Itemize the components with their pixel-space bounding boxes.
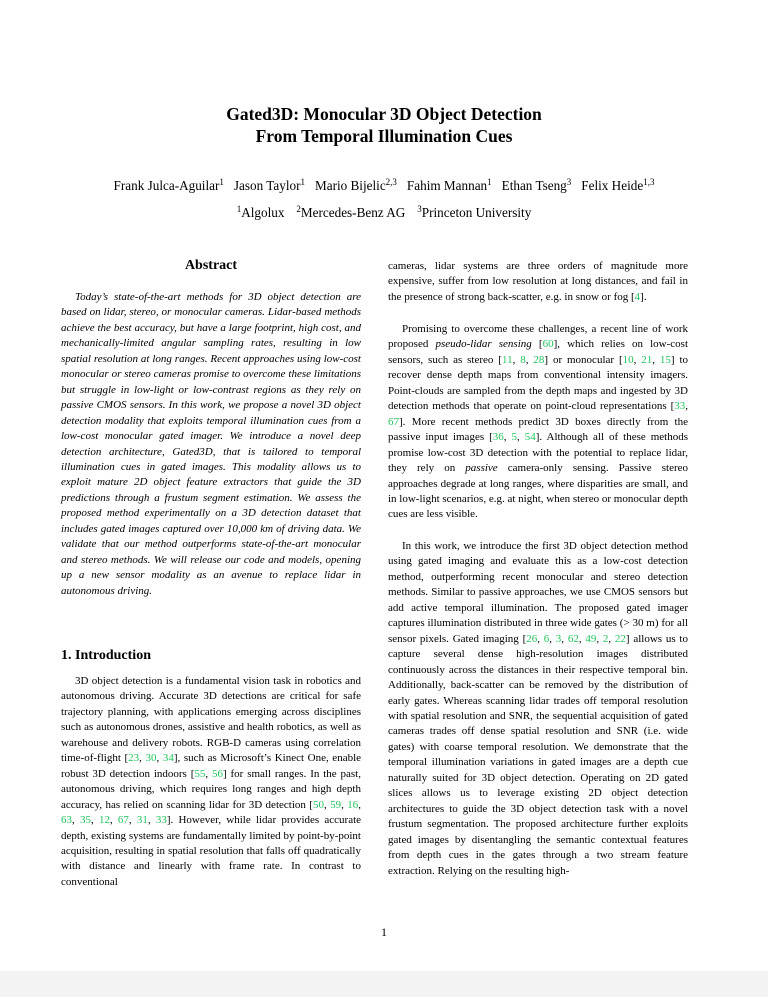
citation-link[interactable]: 15 — [659, 353, 671, 366]
citation-link[interactable]: 55 — [194, 767, 206, 780]
author — [581, 178, 654, 193]
citation-link[interactable]: 54 — [524, 431, 536, 444]
intro-paragraph-3: In this work, we introduce the first 3D object detection method using gated imaging and evaluate this as a low-cost detection method, outperforming recent monocular and stereo detection methods. Similar to passive approaches, we use CMOS sensors but add active temporal illumination. The proposed gated imager captures illumination distributed in three wide gates (> 30 m) for all sensor pixels. Gated imaging [26, 6, 3, 62, 49, 2, 22] allows us to capture several dense high-resolution images distributed continuously across the distances in their respective temporal bin. Additionally, back-scatter can be removed by the distribution of early gates. Whereas scanning lidar trades off temporal resolution with spatial resolution and SNR, the sequential acquisition of gated cameras trades off dense spatial resolution and SNR (i.e. wide gates) with coarse temporal resolution. We demonstrate that the temporal illumination variations in gated images are a depth cue naturally suited for 3D object detection. Operating on 2D gated slices allows us to leverage existing 2D object detection architectures to guide the 3D object detection task with a novel frustum segmentation. The proposed architecture further exploits gated images by disentangling the semantic contextual features from depth cues in the gates through a two stream feature extraction. Relying on the resulting high- — [388, 540, 688, 877]
author — [315, 178, 397, 193]
citation-link[interactable]: 31 — [136, 814, 148, 827]
affiliation-marker: 3 — [417, 204, 422, 214]
author-name: Jason Taylor — [233, 178, 301, 193]
citation-link[interactable]: 33 — [155, 814, 167, 827]
citation-link[interactable]: 33 — [674, 400, 686, 413]
author-list — [0, 177, 768, 195]
intro-paragraph-1: 3D object detection is a fundamental vision task in robotics and autonomous driving. Accurate 3D detections are critical for safe trajectory planning, with applications emerging across disciplines such as autonomous drones, assistive and health robotics, as well as warehouse and delivery robots. RGB-D cameras using correlation time-of-flight [23, 30, 34], such as Microsoft’s Kinect One, enable robust 3D detection indoors [55, 56] for small ranges. In the past, autonomous driving, which requires long ranges and high depth accuracy, has relied on scanning lidar for 3D detection [50, 59, 16, 63, 35, 12, 67, 31, 33]. However, while lidar provides accurate depth, existing systems are fundamentally limited by point-by-point acquisition, resulting in spatial resolution that falls off quadratically with distance and linearly with frame rate. In contrast to conventional — [61, 675, 362, 888]
citation-link[interactable]: 4 — [634, 290, 641, 303]
citation-link[interactable]: 28 — [533, 353, 545, 366]
author-name: Felix Heide — [581, 178, 644, 193]
author-affiliation-marker: 1,3 — [643, 177, 655, 187]
affiliation — [296, 205, 405, 220]
citation-link[interactable]: 2 — [602, 632, 609, 645]
citation-link[interactable]: 49 — [585, 632, 597, 645]
emphasized-term: pseudo-lidar sensing — [435, 338, 532, 351]
title-line-2: From Temporal Illumination Cues — [255, 126, 513, 146]
citation-link[interactable]: 34 — [162, 752, 174, 765]
citation-link[interactable]: 62 — [567, 632, 579, 645]
citation-link[interactable]: 3 — [555, 632, 562, 645]
citation-link[interactable]: 21 — [641, 353, 653, 366]
author-affiliation-marker: 3 — [566, 177, 572, 187]
citation-link[interactable]: 10 — [622, 353, 634, 366]
abstract-heading: Abstract — [184, 258, 238, 273]
citation-link[interactable]: 11 — [501, 353, 513, 366]
author — [407, 178, 492, 193]
emphasized-term: passive — [465, 462, 498, 475]
citation-link[interactable]: 50 — [312, 798, 324, 811]
paper-title — [0, 103, 768, 147]
affiliation-list — [0, 204, 768, 222]
author-affiliation-marker: 1 — [219, 177, 224, 187]
citation-link[interactable]: 30 — [145, 752, 157, 765]
citation-link[interactable]: 36 — [492, 431, 504, 444]
affiliation-name: Princeton University — [421, 205, 532, 220]
title-line-1: Gated3D: Monocular 3D Object Detection — [226, 104, 542, 124]
affiliation-name: Mercedes-Benz AG — [300, 205, 406, 220]
author-affiliation-marker: 1 — [300, 177, 305, 187]
citation-link[interactable]: 5 — [511, 431, 517, 444]
citation-link[interactable]: 6 — [543, 632, 550, 645]
intro-paragraph-2: Promising to overcome these challenges, a recent line of work proposed pseudo-lidar sensing [60], which relies on low-cost sensors, such as stereo [11, 8, 28] or monocular [10, 21, 15] to recover dense depth maps from conventional intensity imagers. Point-clouds are sampled from the depth maps and ingested by 3D detection methods that operate on point-cloud representations [33, 67]. More recent methods predict 3D boxes directly from the passive input images [36, 5, 54]. Although all of these methods promise low-cost 3D detection with the potential to replace lidar, they rely on passive camera-only sensing. Passive stereo approaches degrade at long ranges, where disparities are small, and in low-light scenarios, e.g. at night, when stereo or monocular depth cues are less visible. — [388, 323, 689, 521]
author-name: Fahim Mannan — [406, 178, 488, 193]
affiliation — [237, 205, 285, 220]
page-bottom-band — [0, 971, 768, 997]
citation-link[interactable]: 23 — [128, 752, 140, 765]
citation-link[interactable]: 60 — [542, 338, 554, 351]
citation-link[interactable]: 12 — [98, 814, 110, 827]
citation-link[interactable]: 67 — [388, 415, 399, 428]
citation-link[interactable]: 26 — [526, 632, 538, 645]
citation-link[interactable]: 63 — [61, 814, 72, 827]
author-name: Frank Julca-Aguilar — [113, 178, 220, 193]
affiliation-name: Algolux — [241, 205, 285, 220]
citation-link[interactable]: 16 — [347, 798, 359, 811]
citation-link[interactable]: 35 — [79, 814, 91, 827]
affiliation — [417, 205, 531, 220]
affiliation-marker: 1 — [236, 204, 242, 214]
author-affiliation-marker: 1 — [487, 177, 492, 187]
citation-link[interactable]: 59 — [330, 798, 342, 811]
author — [502, 178, 572, 193]
affiliation-marker: 2 — [296, 204, 301, 214]
citation-link[interactable]: 22 — [614, 632, 626, 645]
citation-link[interactable]: 56 — [211, 767, 223, 780]
abstract-text: Today’s state-of-the-art methods for 3D object detection are based on lidar, stereo, or monocular cameras. Lidar-based methods achieve the best accuracy, but have a large footprint, high cost, and mechanically-limited angular sampling rates, resulting in low spatial resolution at long ranges. Recent approaches using low-cost monocular or stereo cameras promise to overcome these limitations but struggle in low-light or low-contrast regions as they rely on passive CMOS sensors. In this work, we propose a novel 3D object detection modality that exploits temporal illumination cues from a low-cost monocular gated imager. We introduce a novel deep detection architecture, Gated3D, that is tailored to temporal illumination cues in gated images. This modality allows us to exploit mature 2D object feature extractors that guide the 3D predictions through a frustum segment estimation. We assess the proposed method experimentally on a 3D detection dataset that includes gated images captured over 10,000 km of driving data. We validate that our method outperforms state-of-the-art monocular and stereo methods. We will release our code and models, opening up a new sensor modality as an avenue to replace lidar in autonomous driving. — [61, 291, 361, 597]
introduction-heading: 1. Introduction — [61, 648, 151, 663]
author — [114, 178, 224, 193]
author-name: Mario Bijelic — [314, 178, 386, 193]
citation-link[interactable]: 8 — [520, 353, 526, 366]
citation-link[interactable]: 67 — [117, 814, 129, 827]
author — [234, 178, 305, 193]
intro-paragraph-1-continued: cameras, lidar systems are three orders of magnitude more expensive, suffer from low resolution at long distances, and fail in the presence of strong back-scatter, e.g. in snow or fog [4]. — [388, 260, 688, 303]
page-number: 1 — [381, 925, 387, 939]
author-affiliation-marker: 2,3 — [385, 177, 397, 187]
author-name: Ethan Tseng — [501, 178, 567, 193]
